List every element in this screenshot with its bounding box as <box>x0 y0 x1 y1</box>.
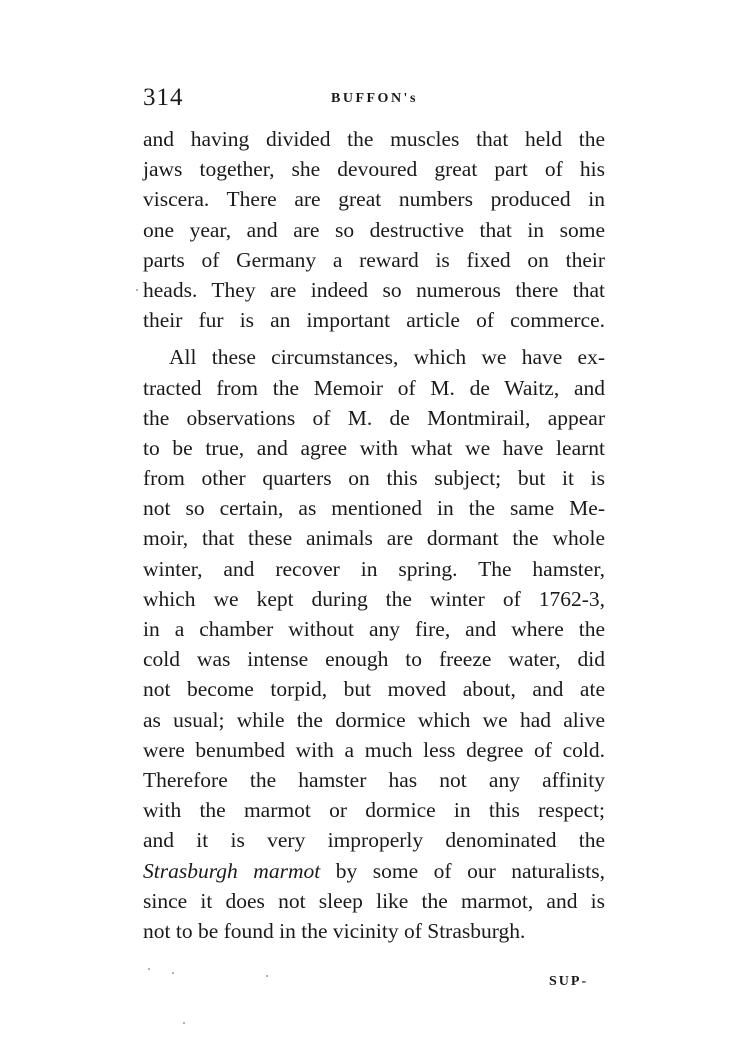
text-line: to be true, and agree with what we have learnt <box>143 435 605 460</box>
text-line: which we kept during the winter of 1762-3, <box>143 586 605 611</box>
body-text <box>143 124 605 946</box>
text-line: winter, and recover in spring. The hamster, <box>143 556 605 581</box>
text-line: one year, and are so destructive that in some <box>143 217 605 242</box>
paragraph-gap <box>143 335 605 342</box>
text-line: and it is very improperly denominated the <box>143 828 605 853</box>
catchword: SUP- <box>549 974 589 989</box>
text-line: the observations of M. de Montmirail, appear <box>143 405 605 430</box>
paper-speck <box>183 1022 185 1024</box>
text-line: not become torpid, but moved about, and ate <box>143 677 605 702</box>
text-line: parts of Germany a reward is fixed on their <box>143 247 605 272</box>
text-line-mixed <box>143 856 605 886</box>
paper-speck <box>136 289 138 291</box>
text-line: not to be found in the vicinity of Strasburgh. <box>143 918 526 943</box>
text-line: cold was intense enough to freeze water, did <box>143 647 605 672</box>
paper-speck <box>172 972 174 974</box>
text-run: by some of our naturalists, <box>320 858 606 883</box>
running-head: BUFFON's <box>331 91 418 106</box>
text-line: were benumbed with a much less degree of cold. <box>143 737 605 762</box>
text-line: as usual; while the dormice which we had alive <box>143 707 605 732</box>
text-line: from other quarters on this subject; but it is <box>143 466 605 491</box>
italic-term: Strasburgh marmot <box>143 858 321 883</box>
text-line: since it does not sleep like the marmot, and is <box>143 888 605 913</box>
paper-speck <box>148 968 150 970</box>
text-line: with the marmot or dormice in this respect; <box>143 798 605 823</box>
text-line: All these circumstances, which we have ex- <box>169 345 605 370</box>
text-line: their fur is an important article of commerce. <box>143 308 605 333</box>
text-line: moir, that these animals are dormant the whole <box>143 526 605 551</box>
paper-speck <box>266 975 268 977</box>
text-line: Therefore the hamster has not any affinity <box>143 767 605 792</box>
text-line: viscera. There are great numbers produced in <box>143 187 605 212</box>
paragraph-2 <box>143 342 605 765</box>
page-header <box>143 84 603 114</box>
page-number: 314 <box>143 84 184 111</box>
paragraph-3 <box>143 765 605 946</box>
paragraph-1 <box>143 124 605 335</box>
text-line: heads. They are indeed so numerous there that <box>143 277 605 302</box>
text-line: not so certain, as mentioned in the same Me- <box>143 496 605 521</box>
text-line: and having divided the muscles that held the <box>143 127 605 151</box>
text-line: jaws together, she devoured great part of his <box>143 157 605 182</box>
text-line: tracted from the Memoir of M. de Waitz, and <box>143 375 605 400</box>
text-line: in a chamber without any fire, and where the <box>143 617 605 641</box>
